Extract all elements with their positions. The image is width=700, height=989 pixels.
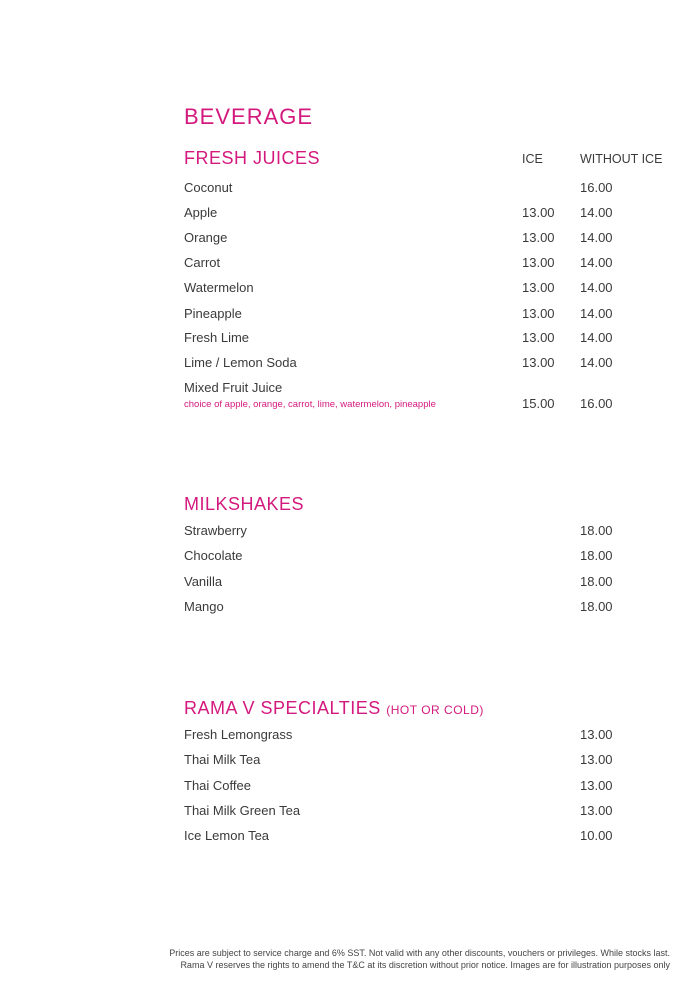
price-without-ice: 13.00 <box>580 752 613 767</box>
price-without-ice: 16.00 <box>580 396 613 411</box>
price-ice: 13.00 <box>522 205 555 220</box>
price-ice: 13.00 <box>522 255 555 270</box>
price-ice: 13.00 <box>522 280 555 295</box>
price-ice: 13.00 <box>522 230 555 245</box>
menu-item-name: Mixed Fruit Juice <box>184 380 283 395</box>
specialties-heading-note: (HOT OR COLD) <box>386 703 484 717</box>
menu-item-name: Fresh Lemongrass <box>184 727 293 742</box>
price-without-ice: 14.00 <box>580 230 613 245</box>
section-heading-milkshakes: MILKSHAKES <box>184 494 305 514</box>
price-without-ice: 14.00 <box>580 355 613 370</box>
menu-item-name: Apple <box>184 205 218 220</box>
menu-item-name: Pineapple <box>184 306 242 321</box>
column-header-without-ice: WITHOUT ICE <box>580 152 663 166</box>
footer-line-1: Prices are subject to service charge and 6% SST. Not valid with any other discounts, vouchers or privileges. While stocks last. <box>169 948 670 958</box>
price-without-ice: 18.00 <box>580 523 613 538</box>
menu-item-name: Lime / Lemon Soda <box>184 355 297 370</box>
footer-line-2: Rama V reserves the rights to amend the T&C at its discretion without prior notice. Images are for illustration purposes only <box>180 960 670 970</box>
price-without-ice: 14.00 <box>580 306 613 321</box>
menu-item-name: Watermelon <box>184 280 254 295</box>
price-without-ice: 18.00 <box>580 574 613 589</box>
menu-item-name: Thai Milk Green Tea <box>184 803 301 818</box>
menu-item-note: choice of apple, orange, carrot, lime, watermelon, pineapple <box>184 399 436 410</box>
price-without-ice: 13.00 <box>580 803 613 818</box>
price-ice: 13.00 <box>522 306 555 321</box>
price-ice: 13.00 <box>522 355 555 370</box>
menu-item-name: Thai Milk Tea <box>184 752 261 767</box>
section-heading-fresh-juices: FRESH JUICES <box>184 148 321 168</box>
price-without-ice: 16.00 <box>580 180 613 195</box>
menu-item-name: Mango <box>184 599 224 614</box>
menu-item-name: Orange <box>184 230 228 245</box>
section-heading-specialties <box>184 698 484 719</box>
menu-item-name: Chocolate <box>184 548 243 563</box>
price-without-ice: 14.00 <box>580 205 613 220</box>
price-without-ice: 14.00 <box>580 330 613 345</box>
menu-item-name: Carrot <box>184 255 221 270</box>
menu-item-name: Fresh Lime <box>184 330 250 345</box>
price-without-ice: 18.00 <box>580 599 613 614</box>
price-without-ice: 18.00 <box>580 548 613 563</box>
menu-item-name: Thai Coffee <box>184 778 251 793</box>
price-without-ice: 10.00 <box>580 828 613 843</box>
price-without-ice: 13.00 <box>580 727 613 742</box>
specialties-heading-text: RAMA V SPECIALTIES <box>184 698 381 718</box>
menu-item-name: Strawberry <box>184 523 247 538</box>
price-without-ice: 14.00 <box>580 255 613 270</box>
column-header-ice: ICE <box>522 152 543 166</box>
page-title: BEVERAGE <box>184 104 314 129</box>
menu-item-name: Ice Lemon Tea <box>184 828 270 843</box>
menu-item-name: Coconut <box>184 180 233 195</box>
price-ice: 15.00 <box>522 396 555 411</box>
price-without-ice: 14.00 <box>580 280 613 295</box>
price-without-ice: 13.00 <box>580 778 613 793</box>
menu-item-name: Vanilla <box>184 574 223 589</box>
price-ice: 13.00 <box>522 330 555 345</box>
